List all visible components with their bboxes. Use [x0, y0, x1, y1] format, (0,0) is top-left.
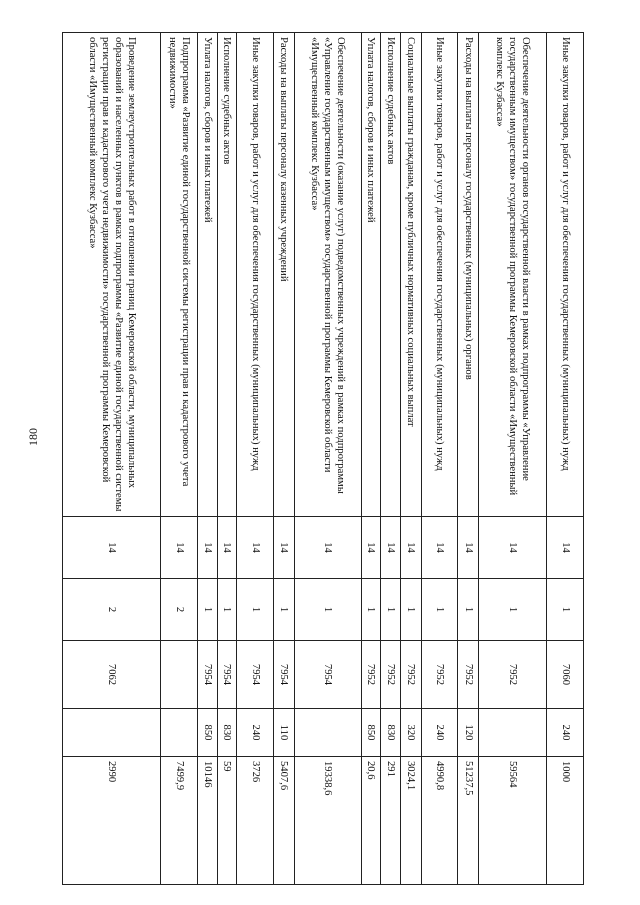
row-value: 59564: [479, 757, 547, 885]
row-code-2: 1: [197, 579, 217, 641]
row-name: Уплата налогов, сборов и иных платежей: [361, 33, 381, 517]
row-code-2: 1: [237, 579, 274, 641]
row-code-2: 1: [274, 579, 295, 641]
row-value: 19338,6: [294, 757, 361, 885]
table-row: [294, 33, 361, 885]
table-row: [381, 33, 401, 885]
row-code-3: 7952: [381, 641, 401, 709]
table-row: [237, 33, 274, 885]
budget-table: [62, 32, 584, 885]
row-name: Иные закупки товаров, работ и услуг для обеспечения государственных (муниципальных) нужд: [237, 33, 274, 517]
rotated-page-content: [62, 32, 584, 884]
table-row: [197, 33, 217, 885]
table-row: [458, 33, 479, 885]
row-code-2: 1: [479, 579, 547, 641]
row-code-4: 240: [547, 709, 584, 757]
row-code-4: [63, 709, 161, 757]
row-code-2: 1: [400, 579, 421, 641]
row-name: Иные закупки товаров, работ и услуг для обеспечения государственных (муниципальных) нужд: [421, 33, 458, 517]
row-code-3: 7954: [274, 641, 295, 709]
row-name: Обеспечение деятельности органов государственной власти в рамках подпрограммы «Управление государственным имуществом» государственной программы Кемеровской области «Имущественный комплекс Кузбасса»: [479, 33, 547, 517]
row-name: Расходы на выплаты персоналу государственных (муниципальных) органов: [458, 33, 479, 517]
row-code-4: 240: [237, 709, 274, 757]
row-code-1: 14: [458, 517, 479, 579]
row-code-3: [161, 641, 198, 709]
row-code-3: 7062: [63, 641, 161, 709]
row-code-1: 14: [479, 517, 547, 579]
row-code-3: 7954: [197, 641, 217, 709]
row-code-3: 7952: [458, 641, 479, 709]
row-code-2: 1: [217, 579, 237, 641]
row-code-4: 830: [217, 709, 237, 757]
row-code-1: 14: [547, 517, 584, 579]
row-value: 3726: [237, 757, 274, 885]
row-name: Исполнение судебных актов: [381, 33, 401, 517]
row-value: 10146: [197, 757, 217, 885]
table-row: [547, 33, 584, 885]
row-code-3: 7952: [361, 641, 381, 709]
table-row: [274, 33, 295, 885]
row-value: 7499,9: [161, 757, 198, 885]
row-code-2: 1: [294, 579, 361, 641]
row-value: 59: [217, 757, 237, 885]
row-code-1: 14: [381, 517, 401, 579]
row-value: 291: [381, 757, 401, 885]
row-code-1: 14: [400, 517, 421, 579]
row-code-1: 14: [274, 517, 295, 579]
row-name: Расходы на выплаты персоналу казенных учреждений: [274, 33, 295, 517]
row-code-1: 14: [421, 517, 458, 579]
row-code-2: 1: [458, 579, 479, 641]
row-code-3: 7060: [547, 641, 584, 709]
row-value: 4990,8: [421, 757, 458, 885]
row-code-2: 1: [421, 579, 458, 641]
table-row: [479, 33, 547, 885]
row-code-4: 320: [400, 709, 421, 757]
row-value: 5407,6: [274, 757, 295, 885]
row-name: Социальные выплаты гражданам, кроме публичных нормативных социальных выплат: [400, 33, 421, 517]
row-code-4: 120: [458, 709, 479, 757]
row-code-3: 7954: [294, 641, 361, 709]
row-code-3: 7952: [421, 641, 458, 709]
row-code-1: 14: [237, 517, 274, 579]
row-value: 51237,5: [458, 757, 479, 885]
row-code-4: 240: [421, 709, 458, 757]
row-code-3: 7952: [400, 641, 421, 709]
row-value: 1000: [547, 757, 584, 885]
row-code-2: 1: [547, 579, 584, 641]
row-code-4: [161, 709, 198, 757]
row-code-3: 7954: [217, 641, 237, 709]
row-code-4: [294, 709, 361, 757]
row-code-2: 1: [381, 579, 401, 641]
row-code-1: 14: [197, 517, 217, 579]
row-value: 3024,1: [400, 757, 421, 885]
row-name: Исполнение судебных актов: [217, 33, 237, 517]
row-name: Иные закупки товаров, работ и услуг для обеспечения государственных (муниципальных) нужд: [547, 33, 584, 517]
row-code-2: 2: [161, 579, 198, 641]
row-name: Подпрограмма «Развитие единой государственной системы регистрации прав и кадастрового учета недвижимости»: [161, 33, 198, 517]
row-name: Уплата налогов, сборов и иных платежей: [197, 33, 217, 517]
table-row: [63, 33, 161, 885]
row-value: 2990: [63, 757, 161, 885]
row-code-1: 14: [361, 517, 381, 579]
row-code-4: [479, 709, 547, 757]
table-row: [400, 33, 421, 885]
page-number: 180: [26, 428, 40, 446]
row-code-1: 14: [63, 517, 161, 579]
row-value: 20,6: [361, 757, 381, 885]
row-code-3: 7954: [237, 641, 274, 709]
row-code-2: 1: [361, 579, 381, 641]
row-code-2: 2: [63, 579, 161, 641]
row-code-1: 14: [294, 517, 361, 579]
row-code-3: 7952: [479, 641, 547, 709]
table-row: [361, 33, 381, 885]
row-code-4: 850: [361, 709, 381, 757]
table-row: [421, 33, 458, 885]
row-name: Обеспечение деятельности (оказание услуг) подведомственных учреждений в рамках подпрограммы «Управление государственным имуществом» государственной программы Кемеровской области «Имущественный комплекс Кузбасса»: [294, 33, 361, 517]
table-row: [161, 33, 198, 885]
row-code-4: 110: [274, 709, 295, 757]
row-code-1: 14: [161, 517, 198, 579]
row-code-4: 830: [381, 709, 401, 757]
budget-table-body: [63, 33, 584, 885]
row-code-1: 14: [217, 517, 237, 579]
row-code-4: 850: [197, 709, 217, 757]
row-name: Проведение землеустроительных работ в отношении границ Кемеровской области, муниципальных образований и населенных пунктов в рамках подпрограммы «Развитие единой государственной системы регистрации прав и кадастрового учета недвижимости» государственной программы Кемеровской области «Имущественный комплекс Кузбасса»: [63, 33, 161, 517]
table-row: [217, 33, 237, 885]
